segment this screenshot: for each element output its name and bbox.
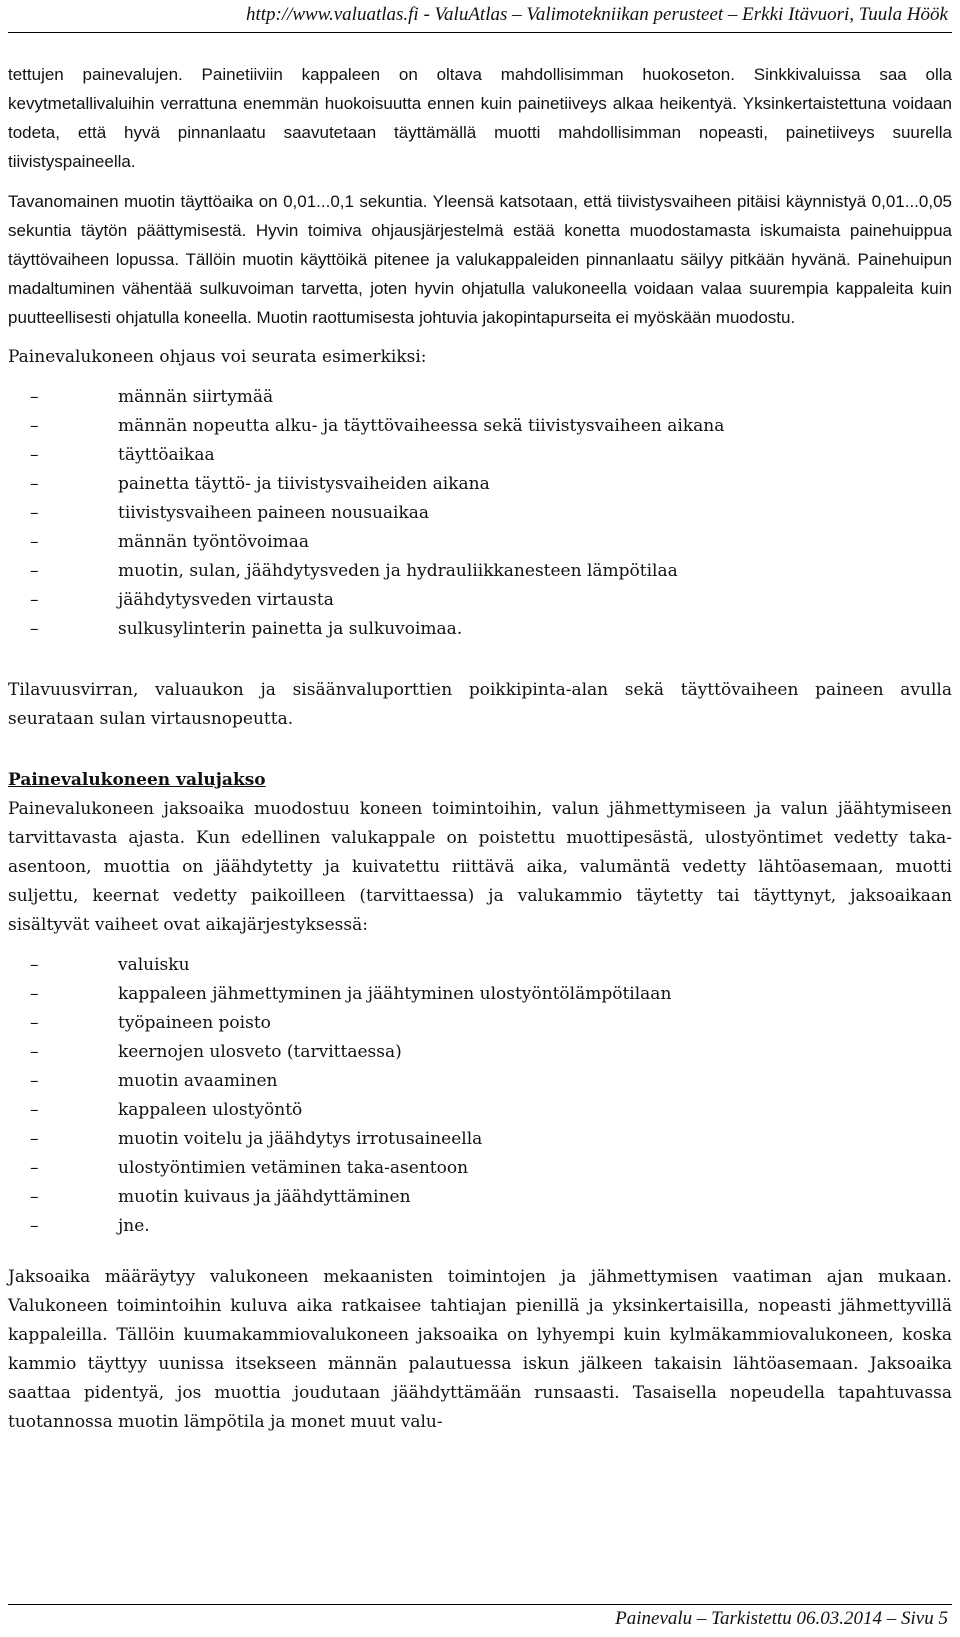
list-item <box>8 1038 952 1067</box>
list-item-text: männän nopeutta alku- ja täyttövaiheessa sekä tiivistysvaiheen aikana <box>118 416 725 436</box>
list-item <box>8 470 952 499</box>
list-item-text: tiivistysvaiheen paineen nousuaikaa <box>118 503 430 523</box>
dash-bullet: – <box>30 1216 39 1236</box>
list-item-text: keernojen ulosveto (tarvittaessa) <box>118 1042 402 1062</box>
list-item <box>8 951 952 980</box>
list-item <box>8 586 952 615</box>
list-item <box>8 1183 952 1212</box>
dash-bullet: – <box>30 1187 39 1207</box>
paragraph-4: Tilavuusvirran, valuaukon ja sisäänvaluporttien poikkipinta-alan sekä täyttövaiheen paineen avulla seurataan sulan virtausnopeutta. <box>8 680 952 729</box>
paragraph-5: Painevalukoneen jaksoaika muodostuu koneen toimintoihin, valun jähmettymiseen ja valun jäähtymiseen tarvittavasta ajasta. Kun edellinen valukappale on poistettu muottipesästä, ulostyöntimet vedetty taka-asentoon, muottia on jäähdytetty ja kuivatettu riittävä aika, valumäntä vedetty lähtöasemaan, muotti suljettu, keernat vedetty paikoilleen (tarvittaessa) ja valukammio täytetty tai täyttynyt, jaksoaikaan sisältyvät vaiheet ovat aikajärjestyksessä: <box>8 799 952 935</box>
dash-bullet: – <box>30 1158 39 1178</box>
dash-bullet: – <box>30 474 39 494</box>
section-heading: Painevalukoneen valujakso <box>8 770 266 790</box>
dash-bullet: – <box>30 387 39 407</box>
list-item <box>8 383 952 412</box>
list-item-text: männän siirtymää <box>118 387 274 407</box>
footer-divider <box>8 1604 952 1605</box>
dash-bullet: – <box>30 445 39 465</box>
list-item-text: muotin voitelu ja jäähdytys irrotusaineella <box>118 1129 483 1149</box>
dash-bullet: – <box>30 1129 39 1149</box>
dash-bullet: – <box>30 1071 39 1091</box>
list-item-text: valuisku <box>118 955 190 975</box>
dash-bullet: – <box>30 561 39 581</box>
list-item-text: jne. <box>118 1216 150 1236</box>
list-item <box>8 1212 952 1241</box>
list-item-text: täyttöaikaa <box>118 445 215 465</box>
dash-bullet: – <box>30 416 39 436</box>
list-item <box>8 1125 952 1154</box>
header-divider <box>8 32 952 33</box>
paragraph-1: tettujen painevalujen. Painetiiviin kappaleen on oltava mahdollisimman huokoseton. Sinkkivaluissa saa olla kevytmetallivaluihin verrattuna enemmän huokoisuutta ennen kuin painetiiveys alkaa heikentyä. Yksinkertaistettuna voidaan todeta, että hyvä pinnanlaatu saavutetaan täyttämällä muotti mahdollisimman nopeasti, painetiiveys suurella tiivistyspaineella. <box>8 65 952 171</box>
paragraph-3: Painevalukoneen ohjaus voi seurata esimerkiksi: <box>8 347 427 367</box>
list-item <box>8 615 952 644</box>
dash-bullet: – <box>30 619 39 639</box>
list-item-text: jäähdytysveden virtausta <box>118 590 334 610</box>
list-item <box>8 1096 952 1125</box>
list-item-text: painetta täyttö- ja tiivistysvaiheiden aikana <box>118 474 490 494</box>
paragraph-6: Jaksoaika määräytyy valukoneen mekaanisten toimintojen ja jähmettymisen vaatiman ajan mukaan. Valukoneen toimintoihin kuluva aika ratkaisee tahtiajan pienillä ja yksinkertaisilla, nopeasti jähmettyvillä kappaleilla. Tällöin kuumakammiovalukoneen jaksoaika on lyhyempi kuin kylmäkammiovalukoneen, koska kammio täyttyy uunissa itsekseen männän palautuessa iskun jälkeen takaisin lähtöasemaan. Jaksoaika saattaa pidentyä, jos muottia joudutaan jäähdyttämään runsaasti. Tasaisella nopeudella tapahtuvassa tuotannossa muotin lämpötila ja monet muut valu- <box>8 1267 952 1432</box>
list-item-text: sulkusylinterin painetta ja sulkuvoimaa. <box>118 619 463 639</box>
list-item <box>8 557 952 586</box>
dash-bullet: – <box>30 1013 39 1033</box>
list-item <box>8 1154 952 1183</box>
dash-bullet: – <box>30 955 39 975</box>
list-item-text: kappaleen jähmettyminen ja jäähtyminen ulostyöntölämpötilaan <box>118 984 672 1004</box>
page-header: http://www.valuatlas.fi - ValuAtlas – Valimotekniikan perusteet – Erkki Itävuori, Tuula Höök <box>245 4 948 25</box>
cycle-steps-list <box>8 951 952 1241</box>
list-item-text: kappaleen ulostyöntö <box>118 1100 303 1120</box>
list-item-text: muotin kuivaus ja jäähdyttäminen <box>118 1187 411 1207</box>
dash-bullet: – <box>30 590 39 610</box>
list-item-text: muotin, sulan, jäähdytysveden ja hydrauliikkanesteen lämpötilaa <box>118 561 678 581</box>
list-item <box>8 1009 952 1038</box>
dash-bullet: – <box>30 1042 39 1062</box>
list-item <box>8 441 952 470</box>
list-item-text: männän työntövoimaa <box>118 532 309 552</box>
list-item-text: ulostyöntimien vetäminen taka-asentoon <box>118 1158 469 1178</box>
list-item <box>8 980 952 1009</box>
list-item <box>8 1067 952 1096</box>
control-parameters-list <box>8 383 952 644</box>
list-item <box>8 499 952 528</box>
document-body <box>8 60 952 1437</box>
list-item-text: työpaineen poisto <box>118 1013 271 1033</box>
paragraph-2: Tavanomainen muotin täyttöaika on 0,01...0,1 sekuntia. Yleensä katsotaan, että tiivistysvaiheen pitäisi käynnistyä 0,01...0,05 sekuntia täytön päättymisestä. Hyvin toimiva ohjausjärjestelmä estää konetta muodostamasta iskumaista painehuippua täyttövaiheen lopussa. Tällöin muotin käyttöikä pitenee ja valukappaleiden pinnanlaatu säilyy pitkään hyvänä. Painehuipun madaltuminen vähentää sulkuvoiman tarvetta, joten hyvin ohjatulla valukoneella voidaan valaa suurempia kappaleita kuin puutteellisesti ohjatulla koneella. Muotin raottumisesta johtuvia jakopintapurseita ei myöskään muodostu. <box>8 192 952 327</box>
dash-bullet: – <box>30 503 39 523</box>
list-item-text: muotin avaaminen <box>118 1071 278 1091</box>
dash-bullet: – <box>30 984 39 1004</box>
list-item <box>8 412 952 441</box>
dash-bullet: – <box>30 1100 39 1120</box>
page-footer: Painevalu – Tarkistettu 06.03.2014 – Sivu 5 <box>615 1608 948 1629</box>
dash-bullet: – <box>30 532 39 552</box>
list-item <box>8 528 952 557</box>
